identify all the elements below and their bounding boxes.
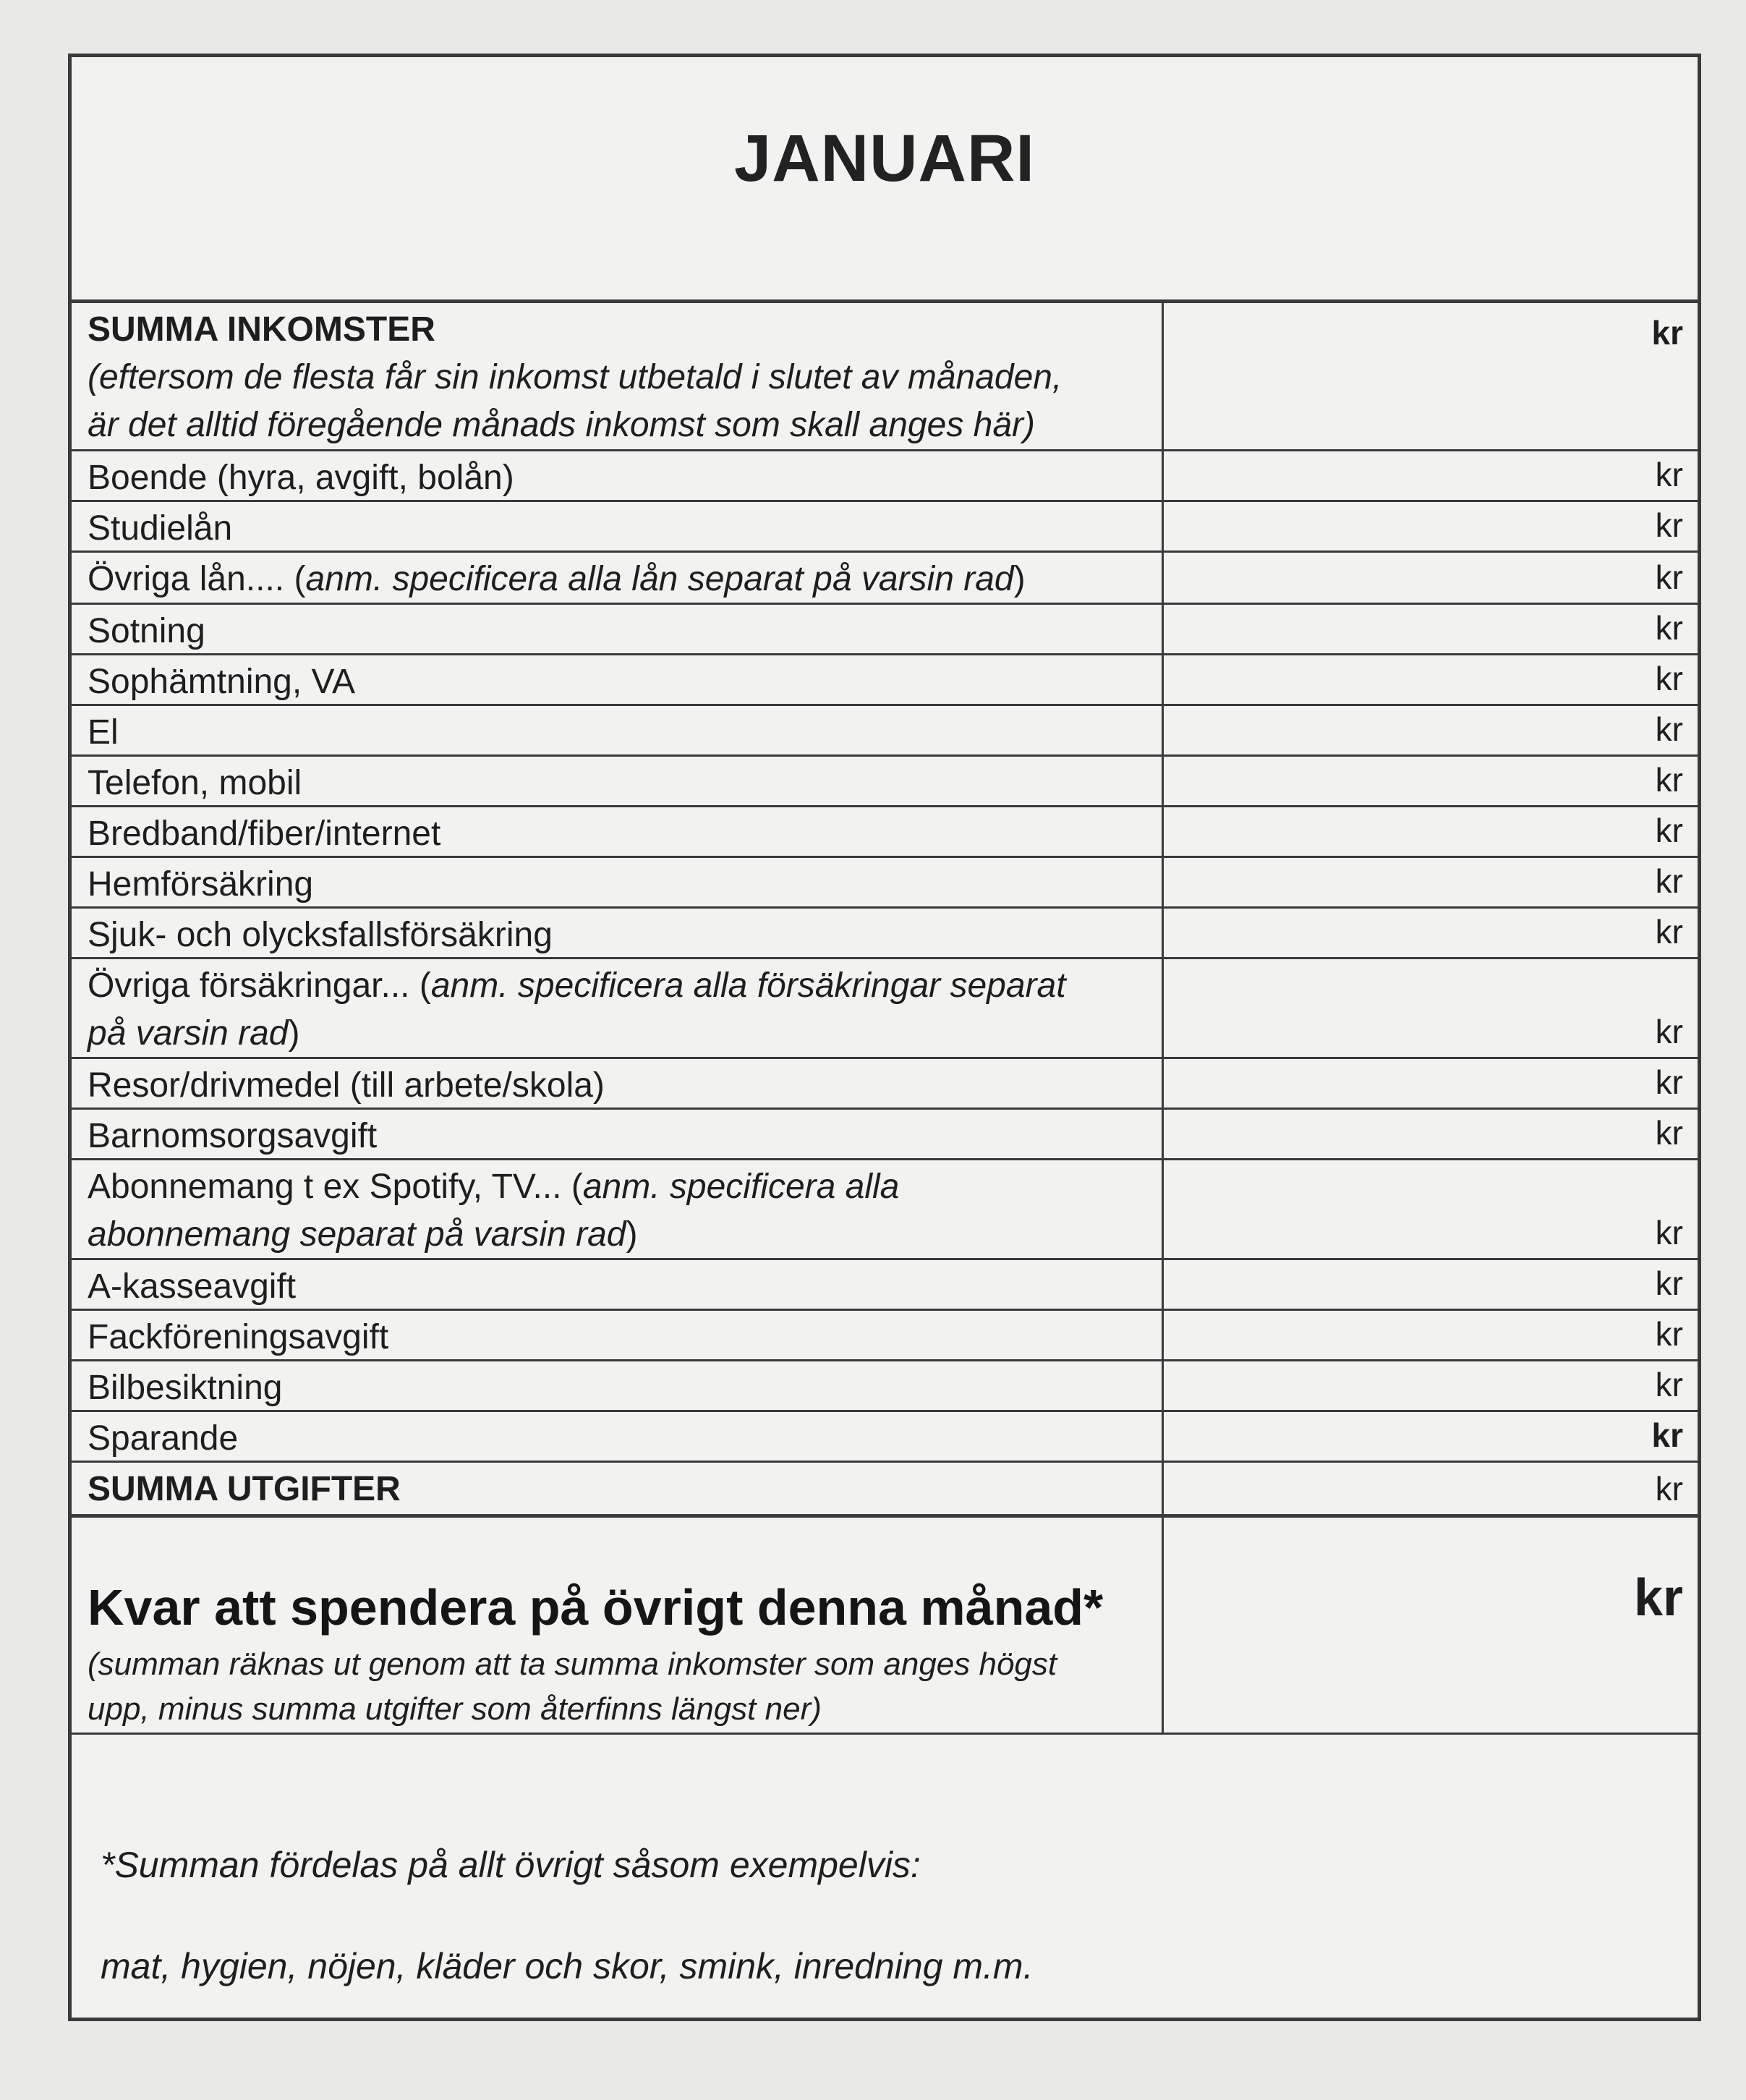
expense-currency: kr	[1655, 660, 1683, 697]
expense-currency: kr	[1655, 1366, 1683, 1403]
expense-label-cell	[72, 1361, 1164, 1410]
remaining-note-line2: upp, minus summa utgifter som återfinns längst ner)	[88, 1691, 822, 1727]
expense-label: El	[88, 713, 119, 752]
expense-label: Bilbesiktning	[88, 1369, 283, 1407]
remaining-note-line1: (summan räknas ut genom att ta summa inkomster som anges högst	[88, 1646, 1057, 1682]
budget-table	[72, 303, 1698, 1735]
income-label-cell	[72, 303, 1164, 449]
expense-row-abonnemang	[72, 1160, 1698, 1260]
expenses-total-value-cell[interactable]	[1164, 1463, 1698, 1514]
expense-currency: kr	[1655, 609, 1683, 647]
expense-label-cell	[72, 1311, 1164, 1359]
expense-note: anm. specificera alla lån separat på varsin rad	[305, 560, 1014, 598]
income-value-cell[interactable]	[1164, 303, 1698, 449]
expense-label: A-kasseavgift	[88, 1267, 297, 1306]
expense-label-cell	[72, 553, 1164, 603]
expense-value-cell[interactable]	[1164, 1110, 1698, 1158]
expense-value-cell[interactable]	[1164, 1311, 1698, 1359]
expense-label: Sotning	[88, 612, 205, 650]
expense-value-cell[interactable]	[1164, 858, 1698, 906]
expense-value-cell[interactable]	[1164, 757, 1698, 805]
income-row	[72, 303, 1698, 451]
expense-note-line2: abonnemang separat på varsin rad	[88, 1215, 626, 1254]
expense-value-cell[interactable]	[1164, 553, 1698, 603]
expense-currency: kr	[1655, 1264, 1683, 1302]
expense-currency: kr	[1655, 1063, 1683, 1101]
expense-currency: kr	[1655, 761, 1683, 799]
expense-value-cell[interactable]	[1164, 605, 1698, 653]
expense-label: Sparande	[88, 1419, 239, 1458]
expense-label-cell	[72, 451, 1164, 500]
expense-label-cell	[72, 757, 1164, 805]
expenses-total-row	[72, 1463, 1698, 1518]
expense-label-cell	[72, 858, 1164, 906]
expense-label-cell	[72, 605, 1164, 653]
expense-value-cell[interactable]	[1164, 655, 1698, 704]
expense-label: Barnomsorgsavgift	[88, 1117, 378, 1155]
expense-currency: kr	[1655, 862, 1683, 900]
expense-row-ovriga-forsakringar	[72, 959, 1698, 1059]
expense-value-cell[interactable]	[1164, 1260, 1698, 1309]
expense-currency: kr	[1655, 913, 1683, 951]
expense-currency: kr	[1655, 1114, 1683, 1152]
expense-value-cell[interactable]	[1164, 807, 1698, 856]
expense-row-sophamtning	[72, 655, 1698, 706]
expense-label: Resor/drivmedel (till arbete/skola)	[88, 1066, 605, 1105]
remaining-value-cell[interactable]	[1164, 1518, 1698, 1733]
expense-row-sparande	[72, 1412, 1698, 1463]
expense-value-cell[interactable]	[1164, 1160, 1698, 1258]
expense-label: Telefon, mobil	[88, 764, 302, 802]
page-title: JANUARI	[734, 122, 1035, 195]
expense-note: anm. specificera alla	[582, 1168, 900, 1206]
expense-currency: kr	[1655, 1013, 1683, 1050]
expense-row-bilbesiktning	[72, 1361, 1698, 1412]
expenses-total-label-cell	[72, 1463, 1164, 1514]
expense-label-cell	[72, 1059, 1164, 1108]
expense-row-telefon	[72, 757, 1698, 807]
expense-label: Hemförsäkring	[88, 865, 314, 904]
expense-value-cell[interactable]	[1164, 959, 1698, 1057]
expense-label-cell	[72, 1160, 1164, 1258]
footer-line2: mat, hygien, nöjen, kläder och skor, smink, inredning m.m.	[101, 1946, 1034, 1986]
expense-currency: kr	[1655, 812, 1683, 849]
expense-label: Sophämtning, VA	[88, 663, 356, 701]
expense-label: Studielån	[88, 509, 233, 548]
remaining-label: Kvar att spendera på övrigt denna månad*	[88, 1579, 1104, 1636]
expense-label-cell	[72, 655, 1164, 704]
expense-currency: kr	[1655, 456, 1683, 493]
expense-row-el	[72, 706, 1698, 757]
expense-currency: kr	[1651, 1416, 1683, 1454]
expense-label: Abonnemang t ex Spotify, TV... (	[88, 1168, 583, 1206]
expense-row-hemforsakring	[72, 858, 1698, 909]
expense-label: Sjuk- och olycksfallsförsäkring	[88, 916, 553, 954]
expense-label-cell	[72, 959, 1164, 1057]
expense-value-cell[interactable]	[1164, 1361, 1698, 1410]
expense-note-line2: på varsin rad	[88, 1014, 289, 1053]
expense-row-ovriga-lan	[72, 553, 1698, 605]
expense-note-tail: )	[288, 1014, 300, 1053]
expense-label-cell	[72, 706, 1164, 754]
expense-value-cell[interactable]	[1164, 909, 1698, 957]
expense-currency: kr	[1655, 506, 1683, 544]
expense-currency: kr	[1655, 1315, 1683, 1353]
remaining-row	[72, 1518, 1698, 1735]
expense-value-cell[interactable]	[1164, 451, 1698, 500]
budget-sheet	[68, 54, 1701, 2021]
income-label: SUMMA INKOMSTER	[88, 310, 435, 349]
expense-row-sjukforsakring	[72, 909, 1698, 959]
expense-note-tail: )	[1013, 560, 1026, 598]
income-currency: kr	[1651, 314, 1683, 352]
footer-line1: *Summan fördelas på allt övrigt såsom exempelvis:	[101, 1845, 921, 1885]
expense-label-cell	[72, 807, 1164, 856]
expense-row-barnomsorg	[72, 1110, 1698, 1160]
expense-label-cell	[72, 502, 1164, 550]
expense-label: Fackföreningsavgift	[88, 1318, 389, 1356]
expense-label: Bredband/fiber/internet	[88, 815, 441, 853]
income-note-line2: är det alltid föregående månads inkomst som skall anges här)	[88, 406, 1036, 444]
income-note-line1: (eftersom de flesta får sin inkomst utbetald i slutet av månaden,	[88, 358, 1062, 396]
expense-value-cell[interactable]	[1164, 502, 1698, 550]
expense-label-cell	[72, 909, 1164, 957]
expense-currency: kr	[1655, 710, 1683, 748]
expenses-total-currency: kr	[1655, 1470, 1683, 1508]
remaining-label-cell	[72, 1518, 1164, 1733]
expense-label: Övriga försäkringar... (	[88, 966, 431, 1005]
expense-row-resor	[72, 1059, 1698, 1110]
expense-value-cell[interactable]	[1164, 1059, 1698, 1108]
expense-currency: kr	[1655, 1214, 1683, 1251]
expense-note-tail: )	[626, 1215, 638, 1254]
expense-row-boende	[72, 451, 1698, 502]
expense-value-cell[interactable]	[1164, 706, 1698, 754]
expense-row-studielan	[72, 502, 1698, 553]
expense-label-cell	[72, 1110, 1164, 1158]
expense-row-sotning	[72, 605, 1698, 655]
expense-label-cell	[72, 1260, 1164, 1309]
expense-row-a-kassa	[72, 1260, 1698, 1311]
remaining-currency: kr	[1633, 1569, 1683, 1627]
expense-value-cell[interactable]	[1164, 1412, 1698, 1461]
expenses-total-label: SUMMA UTGIFTER	[88, 1470, 401, 1508]
expense-label-cell	[72, 1412, 1164, 1461]
title-box	[72, 57, 1698, 303]
expense-label: Övriga lån.... (	[88, 560, 306, 598]
expense-currency: kr	[1655, 558, 1683, 596]
expense-row-fackforening	[72, 1311, 1698, 1361]
expense-row-bredband	[72, 807, 1698, 858]
expense-label: Boende (hyra, avgift, bolån)	[88, 459, 514, 497]
expense-note: anm. specificera alla försäkringar separat	[430, 966, 1066, 1005]
